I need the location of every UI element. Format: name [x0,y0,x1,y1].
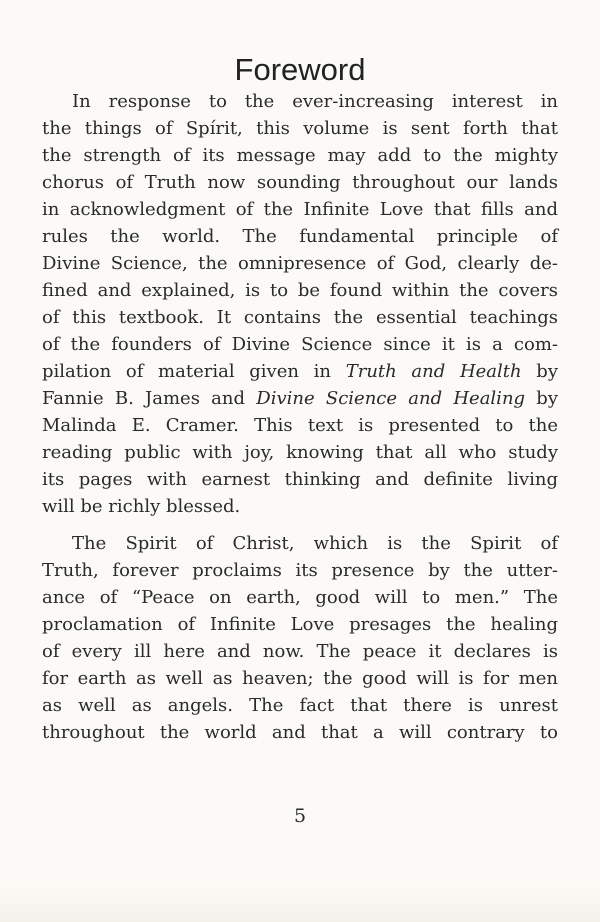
text-line [42,439,558,466]
body-text [42,88,558,746]
text-line [42,196,558,223]
text-segment: for earth as well as heaven; the good will is for men [42,668,558,689]
text-line [42,142,558,169]
text-line [42,493,558,520]
text-segment: by [521,361,559,382]
text-line [42,692,558,719]
text-line [42,115,558,142]
text-segment: Fannie B. James and [42,388,257,409]
book-title-italic: Truth and Health [345,361,522,382]
text-segment: Truth, forever proclaims its presence by the utter- [42,560,558,581]
text-segment: its pages with earnest thinking and definite living [42,469,558,490]
text-segment: chorus of Truth now sounding throughout our lands [42,172,558,193]
text-line [42,88,558,115]
text-segment: Divine Science, the omnipresence of God, clearly de- [42,253,558,274]
text-line [42,358,558,385]
text-line [42,331,558,358]
text-segment: pilation of material given in [42,361,346,382]
text-segment: will be richly blessed. [42,496,241,517]
text-line [42,584,558,611]
text-segment: The Spirit of Christ, which is the Spirit of [72,533,558,554]
text-line [42,223,558,250]
text-line [42,611,558,638]
text-line [42,719,558,746]
text-segment: In response to the ever-increasing interest in [72,91,558,112]
text-line [42,412,558,439]
text-segment: the things of Spírit, this volume is sent forth that [42,118,558,139]
text-segment: as well as angels. The fact that there is unrest [42,695,558,716]
text-line [42,385,558,412]
text-line [42,638,558,665]
text-segment: of the founders of Divine Science since it is a com- [42,334,558,355]
text-line [42,530,558,557]
page-title: Foreword [234,52,366,87]
text-line [42,169,558,196]
text-segment: throughout the world and that a will contrary to [42,722,558,743]
text-segment: ance of “Peace on earth, good will to men.” The [42,587,558,608]
text-segment: Malinda E. Cramer. This text is presented to the [42,415,558,436]
text-segment: rules the world. The fundamental principle of [42,226,558,247]
book-title-italic: Divine Science and Healing [256,388,526,409]
text-line [42,250,558,277]
text-line [42,277,558,304]
text-segment: of this textbook. It contains the essential teachings [42,307,558,328]
text-line [42,665,558,692]
text-line [42,304,558,331]
text-segment: fined and explained, is to be found within the covers [42,280,558,301]
text-segment: of every ill here and now. The peace it declares is [42,641,558,662]
text-segment: proclamation of Infinite Love presages the healing [42,614,558,635]
text-segment: the strength of its message may add to the mighty [42,145,558,166]
page-number: 5 [293,805,307,827]
text-segment: reading public with joy, knowing that all who study [42,442,558,463]
text-line [42,557,558,584]
text-segment: in acknowledgment of the Infinite Love that fills and [42,199,558,220]
text-line [42,466,558,493]
page-edge [0,882,600,922]
text-segment: by [525,388,558,409]
